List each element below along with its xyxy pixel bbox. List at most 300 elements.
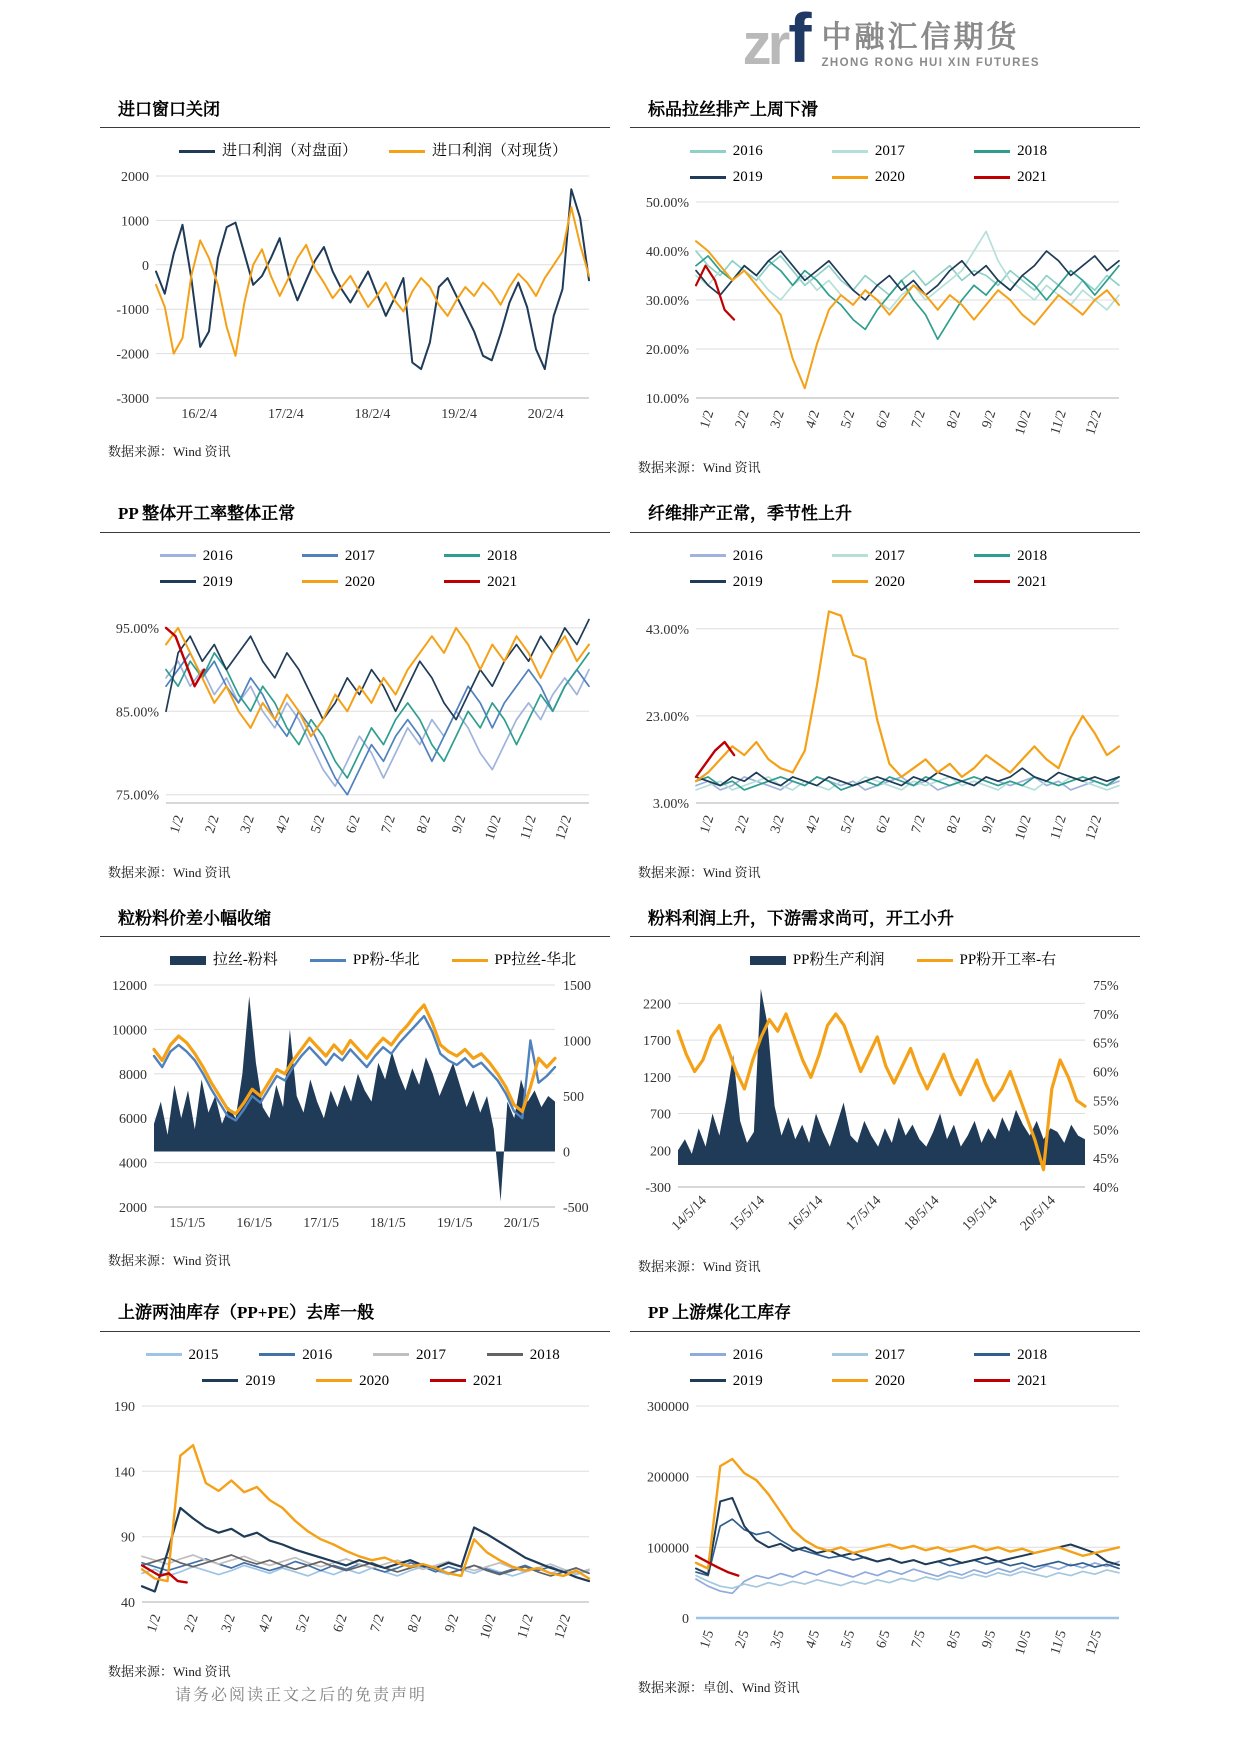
- svg-text:6/2: 6/2: [343, 813, 364, 836]
- svg-text:2/5: 2/5: [732, 1628, 753, 1650]
- chart-plot: [100, 166, 610, 433]
- legend-label: 2015: [188, 1346, 219, 1363]
- legend-marker: [179, 150, 215, 153]
- svg-text:1000: 1000: [121, 214, 149, 230]
- legend-item: [974, 1342, 1116, 1368]
- svg-text:3/2: 3/2: [238, 813, 258, 836]
- chart-plot: [630, 192, 1140, 449]
- svg-text:50%: 50%: [1093, 1123, 1119, 1139]
- legend-item: [974, 569, 1116, 595]
- svg-text:17/2/4: 17/2/4: [268, 407, 304, 423]
- legend-item: [316, 1368, 430, 1394]
- legend-item: [974, 543, 1116, 569]
- svg-text:95.00%: 95.00%: [115, 621, 159, 637]
- svg-text:4/2: 4/2: [803, 408, 824, 431]
- legend-marker: [160, 554, 196, 557]
- svg-text:6/2: 6/2: [330, 1612, 351, 1634]
- svg-text:200000: 200000: [647, 1470, 689, 1486]
- chart-upstream-inventory: [100, 1342, 610, 1653]
- legend-item: [832, 164, 974, 190]
- chart-block-powder-profit: [630, 907, 1140, 1275]
- legend-label: 2016: [732, 1346, 763, 1363]
- legend-item: [690, 1368, 832, 1394]
- svg-text:2/2: 2/2: [732, 408, 753, 431]
- chart-block-pellet-powder-spread: [100, 907, 610, 1275]
- svg-text:200: 200: [650, 1144, 671, 1160]
- svg-text:5/2: 5/2: [838, 408, 859, 431]
- legend-marker: [160, 580, 196, 583]
- svg-text:20/1/5: 20/1/5: [503, 1216, 540, 1232]
- legend-label: 2016: [732, 547, 763, 564]
- svg-text:5/2: 5/2: [838, 813, 859, 836]
- svg-text:16/5/14: 16/5/14: [785, 1193, 827, 1235]
- svg-text:9/2: 9/2: [979, 408, 1000, 431]
- legend-label: 2019: [732, 1372, 763, 1389]
- legend-marker: [832, 554, 868, 557]
- chart-title: PP 上游煤化工库存: [648, 1303, 792, 1323]
- legend-item: [917, 947, 1057, 973]
- svg-text:50.00%: 50.00%: [645, 196, 689, 212]
- chart-legend: [136, 138, 610, 164]
- legend-label: 2016: [202, 547, 233, 564]
- legend-marker: [690, 554, 726, 557]
- legend-label: 2019: [245, 1372, 276, 1389]
- legend-label: 2018: [487, 547, 518, 564]
- legend-marker: [974, 176, 1010, 179]
- svg-text:9/2: 9/2: [442, 1612, 463, 1634]
- svg-text:9/2: 9/2: [979, 813, 1000, 836]
- chart-pellet-powder-spread: [100, 947, 610, 1242]
- svg-text:2000: 2000: [121, 170, 149, 186]
- svg-text:140: 140: [114, 1464, 135, 1480]
- legend-marker: [310, 959, 346, 962]
- svg-text:19/2/4: 19/2/4: [441, 407, 477, 423]
- chart-title: PP 整体开工率整体正常: [118, 504, 296, 524]
- svg-text:2200: 2200: [643, 997, 671, 1013]
- data-source: 数据来源：卓创、Wind 资讯: [638, 1679, 800, 1695]
- svg-text:20.00%: 20.00%: [645, 343, 689, 359]
- svg-text:1/2: 1/2: [697, 408, 718, 431]
- svg-text:15/1/5: 15/1/5: [169, 1216, 206, 1232]
- svg-text:5/2: 5/2: [293, 1612, 314, 1634]
- chart-title: 纤维排产正常，季节性上升: [648, 504, 852, 524]
- svg-text:0: 0: [563, 1145, 570, 1161]
- title-divider: [100, 127, 610, 128]
- title-divider: [100, 936, 610, 937]
- legend-label: PP粉开工率-右: [959, 952, 1057, 969]
- svg-text:500: 500: [563, 1090, 584, 1106]
- svg-text:8/5: 8/5: [944, 1628, 965, 1650]
- svg-text:85.00%: 85.00%: [115, 705, 159, 721]
- data-source: 数据来源：Wind 资讯: [108, 864, 231, 880]
- chart-powder-profit: [630, 947, 1140, 1248]
- chart-plot: [630, 597, 1140, 854]
- svg-text:-1000: -1000: [116, 303, 149, 319]
- svg-text:60%: 60%: [1093, 1065, 1119, 1081]
- svg-text:90: 90: [121, 1530, 135, 1546]
- title-divider: [630, 936, 1140, 937]
- svg-text:700: 700: [650, 1107, 671, 1123]
- company-logo: [742, 0, 1040, 77]
- legend-marker: [690, 176, 726, 179]
- legend-item: [832, 569, 974, 595]
- svg-text:43.00%: 43.00%: [645, 622, 689, 638]
- svg-text:1000: 1000: [563, 1034, 591, 1050]
- svg-text:10/2: 10/2: [477, 1612, 500, 1641]
- svg-text:10000: 10000: [112, 1023, 147, 1039]
- svg-text:2000: 2000: [119, 1201, 147, 1217]
- legend-label: 进口利润（对盘面）: [221, 143, 357, 160]
- svg-text:4000: 4000: [119, 1156, 147, 1172]
- legend-marker: [690, 1379, 726, 1382]
- svg-text:8/2: 8/2: [414, 813, 435, 836]
- svg-text:9/5: 9/5: [979, 1628, 1000, 1650]
- svg-text:0: 0: [682, 1611, 689, 1627]
- disclaimer-text: 请务必阅读正文之后的免责声明: [175, 1687, 428, 1704]
- legend-marker: [974, 554, 1010, 557]
- svg-text:19/5/14: 19/5/14: [959, 1193, 1001, 1235]
- legend-label: 2020: [344, 573, 375, 590]
- title-divider: [100, 532, 610, 533]
- legend-label: 2019: [732, 573, 763, 590]
- svg-text:1500: 1500: [563, 979, 591, 995]
- svg-text:75%: 75%: [1093, 979, 1119, 995]
- legend-marker: [832, 580, 868, 583]
- chart-title: 粒粉料价差小幅收缩: [118, 908, 271, 928]
- logo-zr-letters: zr: [742, 12, 787, 77]
- chart-block-import-profit: [100, 98, 610, 476]
- svg-text:9/2: 9/2: [449, 813, 470, 836]
- legend-label: 2017: [874, 1346, 905, 1363]
- legend-marker: [452, 959, 488, 962]
- chart-block-drawing-schedule: [630, 98, 1140, 476]
- chart-plot: [100, 975, 610, 1242]
- chart-canvas: [100, 166, 605, 428]
- svg-text:6/2: 6/2: [873, 813, 894, 836]
- legend-marker: [259, 1353, 295, 1356]
- svg-text:20/2/4: 20/2/4: [527, 407, 564, 423]
- legend-item: [160, 543, 302, 569]
- data-source: 数据来源：Wind 资讯: [638, 864, 761, 880]
- logo-text: [822, 21, 1041, 69]
- svg-text:18/1/5: 18/1/5: [370, 1216, 406, 1232]
- svg-text:11/2: 11/2: [518, 813, 540, 842]
- svg-text:2/2: 2/2: [202, 813, 223, 836]
- chart-plot: [630, 1396, 1140, 1669]
- legend-label: 2017: [874, 143, 905, 160]
- chart-title: 上游两油库存（PP+PE）去库一般: [118, 1303, 375, 1323]
- svg-text:8000: 8000: [119, 1067, 147, 1083]
- svg-text:10/2: 10/2: [482, 813, 505, 842]
- chart-import-profit: [100, 138, 610, 433]
- legend-item: [444, 569, 586, 595]
- svg-text:6/5: 6/5: [873, 1628, 894, 1650]
- legend-label: 2021: [1017, 1372, 1048, 1389]
- svg-text:1/2: 1/2: [697, 813, 718, 836]
- data-source: 数据来源：Wind 资讯: [638, 460, 761, 476]
- svg-text:30.00%: 30.00%: [645, 294, 689, 310]
- svg-text:3/2: 3/2: [219, 1612, 239, 1634]
- legend-label: 2020: [874, 1372, 905, 1389]
- data-source: 数据来源：Wind 资讯: [108, 444, 231, 460]
- svg-text:19/1/5: 19/1/5: [436, 1216, 473, 1232]
- chart-canvas: [100, 597, 605, 849]
- legend-label: 2019: [732, 169, 763, 186]
- svg-text:100000: 100000: [647, 1540, 689, 1556]
- legend-marker: [974, 1379, 1010, 1382]
- chart-block-pp-operating-rate: [100, 502, 610, 880]
- svg-text:70%: 70%: [1093, 1008, 1119, 1024]
- charts-grid: [100, 98, 1140, 1696]
- svg-text:23.00%: 23.00%: [645, 709, 689, 725]
- legend-marker: [302, 554, 338, 557]
- legend-label: PP粉生产利润: [792, 952, 885, 969]
- chart-canvas: [630, 1396, 1135, 1664]
- legend-label: 进口利润（对现货）: [432, 143, 568, 160]
- svg-text:3.00%: 3.00%: [652, 796, 689, 812]
- chart-block-upstream-inventory: [100, 1301, 610, 1695]
- svg-text:7/5: 7/5: [909, 1628, 929, 1650]
- legend-item: [832, 543, 974, 569]
- legend-marker: [202, 1379, 238, 1382]
- svg-text:18/2/4: 18/2/4: [354, 407, 391, 423]
- legend-marker: [487, 1353, 523, 1356]
- svg-text:0: 0: [142, 259, 149, 275]
- legend-marker: [832, 176, 868, 179]
- svg-text:3/5: 3/5: [768, 1628, 788, 1650]
- svg-text:1/5: 1/5: [697, 1628, 718, 1650]
- legend-marker: [974, 580, 1010, 583]
- legend-label: 2017: [416, 1346, 446, 1363]
- legend-item: [690, 138, 832, 164]
- legend-label: 2021: [487, 573, 518, 590]
- legend-marker: [750, 956, 786, 965]
- svg-text:6000: 6000: [119, 1112, 147, 1128]
- svg-text:10/5: 10/5: [1012, 1628, 1035, 1657]
- legend-item: [310, 947, 420, 973]
- svg-text:2/2: 2/2: [732, 813, 753, 836]
- data-source: 数据来源：Wind 资讯: [108, 1663, 231, 1679]
- legend-item: [690, 569, 832, 595]
- legend-label: 2020: [874, 573, 905, 590]
- svg-text:-300: -300: [645, 1181, 671, 1197]
- svg-text:4/2: 4/2: [273, 813, 294, 836]
- legend-label: PP粉-华北: [352, 952, 420, 969]
- chart-fiber-schedule: [630, 543, 1140, 854]
- chart-title: 进口窗口关闭: [118, 100, 220, 119]
- legend-label: 2021: [1017, 169, 1048, 186]
- svg-text:7/2: 7/2: [909, 813, 929, 836]
- svg-text:20/5/14: 20/5/14: [1017, 1193, 1059, 1235]
- svg-text:65%: 65%: [1093, 1036, 1119, 1052]
- legend-marker: [302, 580, 338, 583]
- svg-text:16/2/4: 16/2/4: [181, 407, 218, 423]
- svg-text:4/5: 4/5: [803, 1628, 824, 1650]
- data-source: 数据来源：Wind 资讯: [108, 1253, 231, 1269]
- legend-marker: [690, 580, 726, 583]
- legend-marker: [690, 1353, 726, 1356]
- svg-text:3/2: 3/2: [768, 408, 788, 431]
- chart-legend: [136, 1342, 610, 1394]
- chart-legend: [136, 543, 610, 595]
- chart-legend: [666, 947, 1140, 973]
- svg-text:6/2: 6/2: [873, 408, 894, 431]
- legend-item: [389, 138, 567, 164]
- legend-marker: [832, 1379, 868, 1382]
- chart-canvas: [100, 1396, 605, 1648]
- chart-legend: [666, 543, 1140, 595]
- chart-title: 粉料利润上升，下游需求尚可，开工小升: [648, 908, 954, 928]
- legend-item: [974, 164, 1116, 190]
- legend-marker: [170, 956, 206, 965]
- legend-label: 2021: [472, 1372, 503, 1389]
- legend-item: [452, 947, 577, 973]
- svg-text:12000: 12000: [112, 979, 147, 995]
- chart-legend: [666, 138, 1140, 190]
- legend-item: [170, 947, 278, 973]
- svg-text:12/2: 12/2: [553, 813, 576, 842]
- legend-item: [146, 1342, 260, 1368]
- legend-label: 2017: [874, 547, 905, 564]
- svg-text:10.00%: 10.00%: [645, 392, 689, 408]
- svg-text:12/5: 12/5: [1083, 1628, 1106, 1657]
- svg-text:7/2: 7/2: [909, 408, 929, 431]
- legend-marker: [389, 150, 425, 153]
- legend-item: [487, 1342, 601, 1368]
- chart-canvas: [630, 192, 1135, 444]
- legend-item: [832, 1368, 974, 1394]
- legend-marker: [974, 150, 1010, 153]
- legend-item: [750, 947, 885, 973]
- chart-block-fiber-schedule: [630, 502, 1140, 880]
- logo-company-name-en: ZHONG RONG HUI XIN FUTURES: [821, 57, 1040, 69]
- svg-text:11/2: 11/2: [1048, 813, 1070, 842]
- legend-label: 2018: [529, 1346, 560, 1363]
- legend-item: [430, 1368, 544, 1394]
- chart-pp-operating-rate: [100, 543, 610, 854]
- svg-text:1/2: 1/2: [167, 813, 188, 836]
- legend-item: [444, 543, 586, 569]
- svg-text:12/2: 12/2: [1083, 408, 1106, 438]
- svg-text:1700: 1700: [643, 1034, 671, 1050]
- svg-text:1200: 1200: [643, 1070, 671, 1086]
- chart-legend: [666, 1342, 1140, 1394]
- svg-text:5/5: 5/5: [838, 1628, 859, 1650]
- legend-marker: [146, 1353, 182, 1356]
- svg-text:10/2: 10/2: [1012, 813, 1035, 842]
- legend-item: [832, 138, 974, 164]
- svg-text:5/2: 5/2: [308, 813, 329, 836]
- legend-item: [160, 569, 302, 595]
- legend-marker: [917, 959, 953, 962]
- legend-marker: [690, 150, 726, 153]
- svg-text:40.00%: 40.00%: [645, 245, 689, 261]
- legend-marker: [373, 1353, 409, 1356]
- legend-label: 2019: [202, 573, 233, 590]
- chart-block-coal-chemical-inventory: [630, 1301, 1140, 1695]
- title-divider: [630, 532, 1140, 533]
- legend-marker: [832, 150, 868, 153]
- svg-text:-2000: -2000: [116, 347, 149, 363]
- svg-text:8/2: 8/2: [944, 813, 965, 836]
- legend-marker: [444, 580, 480, 583]
- legend-item: [690, 543, 832, 569]
- data-source: 数据来源：Wind 资讯: [638, 1259, 761, 1275]
- logo-f-letter: f: [788, 0, 812, 77]
- chart-title: 标品拉丝排产上周下滑: [648, 100, 818, 119]
- svg-text:11/2: 11/2: [515, 1612, 537, 1640]
- svg-text:55%: 55%: [1093, 1094, 1119, 1110]
- legend-item: [259, 1342, 373, 1368]
- legend-label: 2016: [302, 1346, 333, 1363]
- svg-text:7/2: 7/2: [379, 813, 399, 836]
- legend-label: 2018: [1017, 1346, 1048, 1363]
- svg-text:75.00%: 75.00%: [115, 788, 159, 804]
- legend-marker: [832, 1353, 868, 1356]
- svg-text:8/2: 8/2: [405, 1612, 426, 1634]
- svg-text:17/1/5: 17/1/5: [303, 1216, 339, 1232]
- legend-item: [302, 543, 444, 569]
- legend-label: 拉丝-粉料: [212, 952, 278, 969]
- legend-label: PP拉丝-华北: [494, 952, 577, 969]
- svg-text:17/5/14: 17/5/14: [843, 1193, 885, 1235]
- chart-legend: [136, 947, 610, 973]
- title-divider: [630, 127, 1140, 128]
- legend-label: 2020: [874, 169, 905, 186]
- svg-text:300000: 300000: [647, 1399, 689, 1415]
- svg-text:11/2: 11/2: [1048, 408, 1070, 437]
- legend-marker: [974, 1353, 1010, 1356]
- svg-text:2/2: 2/2: [181, 1612, 202, 1634]
- svg-text:8/2: 8/2: [944, 408, 965, 431]
- svg-text:12/2: 12/2: [1083, 813, 1106, 842]
- svg-text:1/2: 1/2: [144, 1612, 165, 1634]
- legend-item: [202, 1368, 316, 1394]
- legend-label: 2018: [1017, 143, 1048, 160]
- title-divider: [630, 1331, 1140, 1332]
- svg-text:40: 40: [121, 1595, 135, 1611]
- svg-text:-500: -500: [563, 1201, 589, 1217]
- legend-marker: [316, 1379, 352, 1382]
- svg-text:7/2: 7/2: [368, 1612, 388, 1634]
- chart-canvas: [630, 975, 1135, 1243]
- chart-plot: [630, 975, 1140, 1248]
- legend-marker: [430, 1379, 466, 1382]
- svg-text:16/1/5: 16/1/5: [236, 1216, 273, 1232]
- title-divider: [100, 1331, 610, 1332]
- legend-label: 2017: [344, 547, 375, 564]
- chart-coal-chemical-inventory: [630, 1342, 1140, 1669]
- chart-drawing-schedule: [630, 138, 1140, 449]
- chart-plot: [100, 1396, 610, 1653]
- legend-item: [179, 138, 357, 164]
- chart-canvas: [630, 597, 1135, 849]
- svg-text:11/5: 11/5: [1048, 1628, 1070, 1656]
- legend-item: [302, 569, 444, 595]
- legend-label: 2021: [1017, 573, 1048, 590]
- svg-text:3/2: 3/2: [768, 813, 788, 836]
- svg-text:4/2: 4/2: [803, 813, 824, 836]
- chart-canvas: [100, 975, 605, 1237]
- legend-label: 2020: [359, 1372, 390, 1389]
- svg-text:4/2: 4/2: [256, 1612, 277, 1634]
- legend-item: [974, 1368, 1116, 1394]
- svg-text:-3000: -3000: [116, 392, 149, 408]
- legend-label: 2018: [1017, 547, 1048, 564]
- logo-company-name-cn: 中融汇信期货: [821, 21, 1020, 54]
- legend-item: [690, 1342, 832, 1368]
- svg-text:18/5/14: 18/5/14: [901, 1193, 943, 1235]
